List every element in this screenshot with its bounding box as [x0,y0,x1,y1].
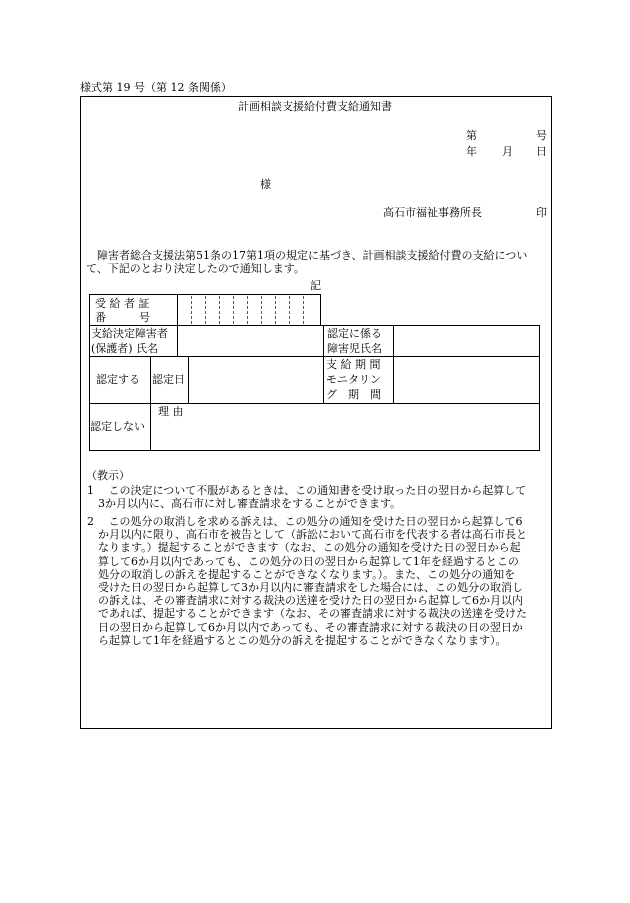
notice-item-1 [87,484,526,510]
notice-item-2-line-8: であれば、提起することができます（なお、その審査請求に対する裁決の送達を受けた [98,607,527,621]
approve-date-label: 認定日 [152,373,185,386]
period-label-1: 支 給 期 間 [326,358,381,371]
notice-item-2-line-4: 算して6か月以内であっても、この処分の日の翌日から起算して1年を経過するとこの [98,554,519,568]
decision-person-label-2: (保護者) 氏名 [91,342,159,355]
approve-label: 認定する [96,373,140,386]
date-day: 日 [536,145,547,158]
recipient-cert-label-1: 受 給 者 証 [95,297,150,310]
period-label-3: グ 期 間 [326,388,381,401]
number-prefix: 第 [466,129,477,142]
recipient-cert-label-2: 番 号 [95,311,150,324]
notice-item-1-line-1: 1 この決定について不服があるときは、この通知書を受け取った日の翌日から起算して [87,484,527,497]
document-title: 計画相談支援給付費支給通知書 [238,100,392,113]
date-year: 年 [466,145,477,158]
notice-item-2-line-7: の訴えは、その審査請求に対する裁決の送達を受けた日の翌日から起算して6か月以内 [98,594,523,608]
notice-item-2-line-2: か月以内に限り、高石市を被告として（訴訟において高石市を代表する者は高石市長と [98,528,527,542]
notice-heading: （教示） [86,469,130,482]
decision-person-label-1: 支給決定障害者 [91,327,168,340]
notice-item-2-line-10: ら起算して1年を経過するとこの処分の訴えを提起することができなくなります）。 [98,633,507,647]
body-text [86,249,527,275]
period-label-2: モニタリン [326,373,381,386]
notice-item-2-line-1: 2 この処分の取消しを求める訴えは、この処分の通知を受けた日の翌日から起算して6 [87,515,523,528]
notice-item-2-line-6: 受けた日の翌日から起算して3か月以内に審査請求をした場合には、この処分の取消し [98,581,523,595]
body-text-line-1: 障害者総合支援法第51条の17第1項の規定に基づき、計画相談支援給付費の支給につい [97,249,528,262]
date-month: 月 [502,145,513,158]
notice-item-2-line-9: 日の翌日から起算して6か月以内であっても、その審査請求に対する裁決の日の翌日か [98,620,523,634]
reason-label: 理 由 [158,405,184,418]
child-name-label-2: 障害児氏名 [327,342,382,355]
issuer-name: 高石市福祉事務所長 [383,206,482,219]
notice-item-2-line-3: なります。）提起することができます（なお、この処分の通知を受けた日の翌日から起 [98,541,521,555]
record-label: 記 [310,279,321,292]
reject-label: 認定しない [90,420,145,433]
notice-item-2 [87,515,527,647]
child-name-label-1: 認定に係る [327,327,382,340]
seal-mark: 印 [536,206,547,219]
notice-item-1-line-2: 3か月以内に、高石市に対し審査請求をすることができます。 [98,497,402,511]
notice-item-2-line-5: 処分の取消しの訴えを提起することができなくなります。）。また、この処分の通知を [98,567,516,581]
form-number: 様式第 19 号（第 12 条関係） [80,81,232,94]
body-text-line-2: て、下記のとおり決定したので通知します。 [86,262,305,276]
number-suffix: 号 [536,129,547,142]
addressee-honorific: 様 [260,178,271,191]
